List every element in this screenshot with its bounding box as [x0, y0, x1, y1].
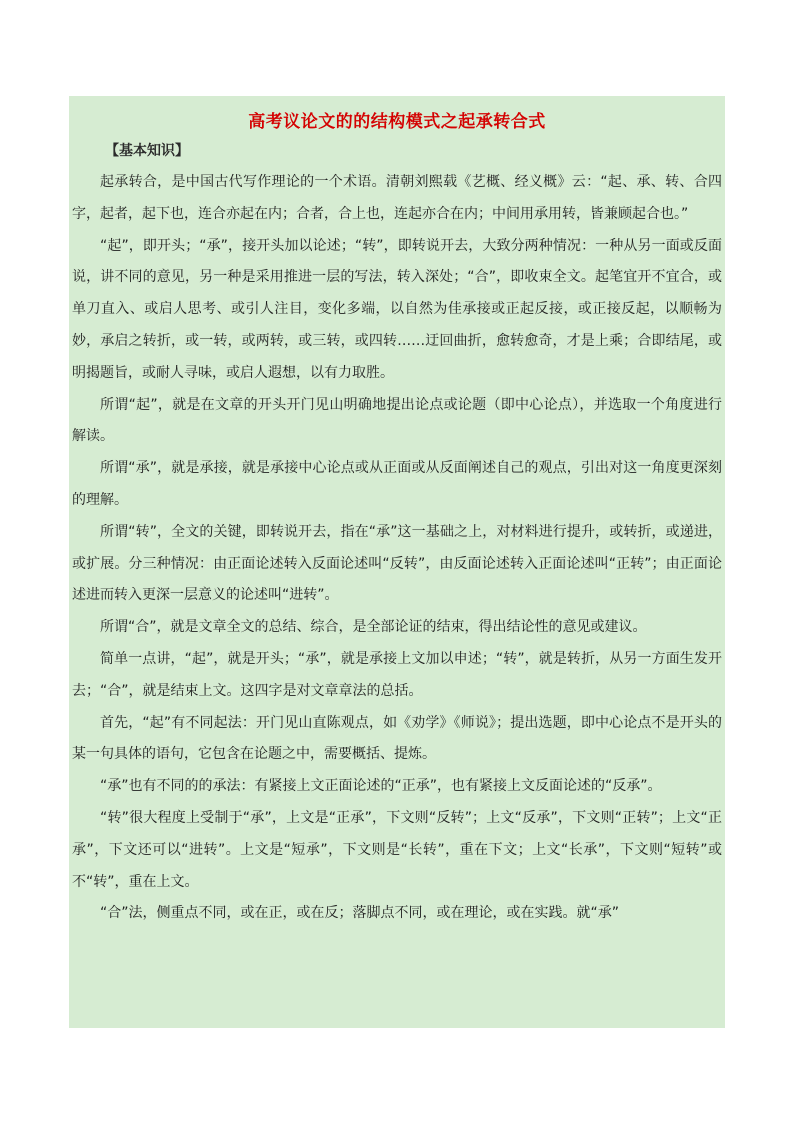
paragraph-he: 所谓“合”，就是文章全文的总结、综合，是全部论证的结束，得出结论性的意见或建议。	[100, 619, 647, 636]
paragraph-cheng: 所谓“承”，就是承接，就是承接中心论点或从正面或从反面阐述自己的观点，引出对这一角度更深刻的理解。	[72, 460, 722, 508]
paragraph-zhuan: 所谓“转”，全文的关键，即转说开去，指在“承”这一基础之上，对材料进行提升，或转折，或递进，或扩展。分三种情况：由正面论述转入反面论述叫“反转”，由反面论述转入正面论述叫“正转”；由正面论述进而转入更深一层意义的论述叫“进转”。	[72, 523, 722, 604]
document-content-area	[69, 96, 725, 1028]
paragraph-he-methods: “合”法，侧重点不同，或在正，或在反；落脚点不同，或在理论，或在实践。就“承”	[100, 905, 620, 922]
paragraph-qi: 所谓“起”，就是在文章的开头开门见山明确地提出论点或论题（即中心论点），并选取一个角度进行解读。	[72, 396, 722, 445]
paragraph-cheng-methods: “承”也有不同的的承法：有紧接上文正面论述的“正承”，也有紧接上文反面论述的“反承”。	[100, 778, 662, 795]
section-heading-basic-knowledge: 【基本知识】	[105, 143, 189, 159]
document-title: 高考议论文的的结构模式之起承转合式	[248, 112, 546, 132]
paragraph-definition: 起承转合，是中国古代写作理论的一个术语。清朝刘熙载《艺概、经义概》云：“起、承、转、合四字，起者，起下也，连合亦起在内；合者，合上也，连起亦合在内；中间用承用转，皆兼顾起合也。”	[72, 174, 722, 222]
paragraph-qi-methods: 首先，“起”有不同起法：开门见山直陈观点，如《劝学》《师说》；提出选题，即中心论点不是开头的某一句具体的语句，它包含在论题之中，需要概括、提炼。	[72, 714, 722, 763]
paragraph-four-parts: “起”，即开头；“承”，接开头加以论述；“转”，即转说开去，大致分两种情况：一种从另一面或反面说，讲不同的意见，另一种是采用推进一层的写法，转入深处；“合”，即收束全文。起笔宜开不宜合，或单刀直入、或启人思考、或引人注目，变化多端，以自然为佳承接或正起反接，或正接反起，以顺畅为妙，承启之转折，或一转，或两转，或三转，或四转……迂回曲折，愈转愈奇，才是上乘；合即结尾，或明揭题旨，或耐人寻味，或启人遐想，以有力取胜。	[72, 237, 722, 381]
paragraph-zhuan-methods: “转”很大程度上受制于“承”，上文是“正承”，下文则“反转”；上文“反承”，下文则“正转”；上文“正承”，下文还可以“进转”。上文是“短承”，下文则是“长转”，重在下文；上文“长承”，下文则“短转”或不“转”，重在上文。	[72, 809, 722, 890]
paragraph-summary: 简单一点讲，“起”，就是开头；“承”，就是承接上文加以申述；“转”，就是转折，从另一方面生发开去；“合”，就是结束上文。这四字是对文章章法的总括。	[72, 650, 722, 699]
